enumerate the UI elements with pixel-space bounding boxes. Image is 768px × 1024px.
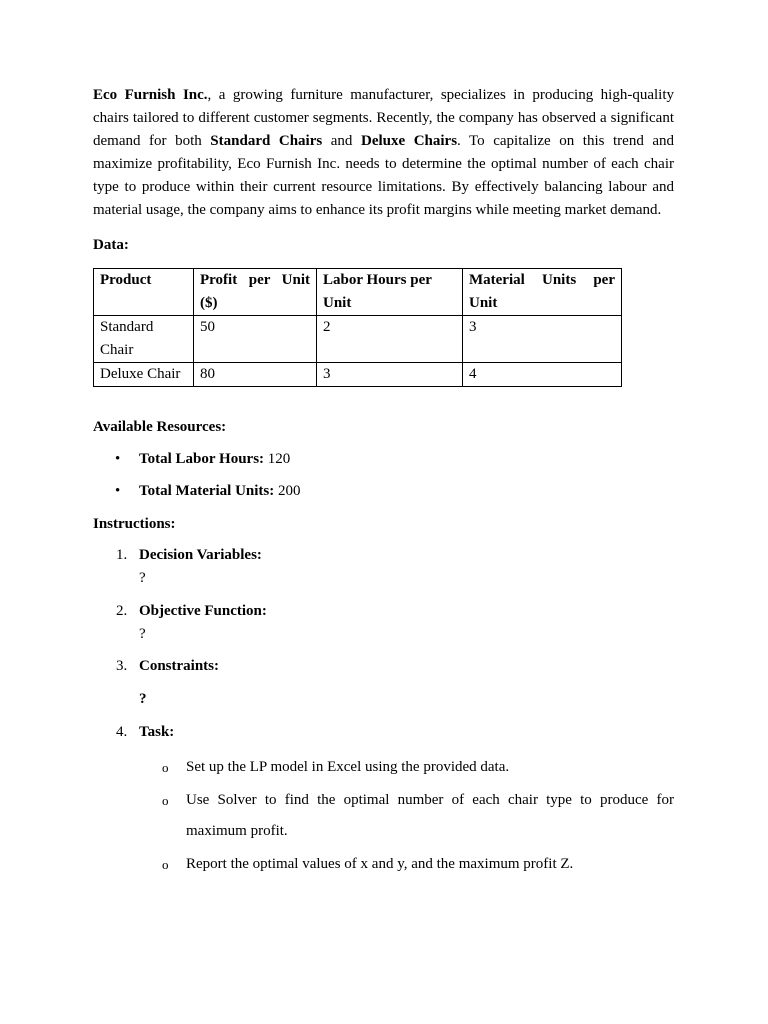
intro-paragraph [93,84,674,222]
step-answer: ? [139,570,146,586]
cell-material: 3 [463,316,622,363]
step-label: Decision Variables: [139,547,262,563]
table-header-row [94,269,622,316]
task-text: Set up the LP model in Excel using the provided data. [186,759,510,775]
intro-text-1: , a growing furniture manufacturer, specializes in producing high-quality chairs tailored to different customer segments. Recently, the company has observed a significant demand for both [93,87,674,149]
list-item [93,449,674,469]
resource-value: 200 [274,483,301,499]
cell-profit: 80 [194,363,317,387]
cell-material: 4 [463,363,622,387]
step-answer: ? [139,691,147,707]
resource-label: Total Material Units: [139,483,275,499]
step-number: 2. [116,603,128,619]
bullet-icon: • [115,451,121,467]
table-row [94,363,622,387]
task-list [93,752,674,880]
cell-labor: 3 [317,363,463,387]
company-name: Eco Furnish Inc. [93,87,208,103]
resources-heading: Available Resources: [93,419,227,435]
step-label: Task: [139,724,175,740]
header-profit [194,269,317,316]
list-item [93,721,674,744]
step-number: 1. [116,547,128,563]
header-product: Product [94,269,194,316]
task-text: Report the optimal values of x and y, and the maximum profit Z. [186,856,574,872]
bullet-icon: • [115,483,121,499]
instructions-list [93,544,674,744]
header-material [463,269,622,316]
product-table [93,268,622,387]
header-profit-text: Profit per Unit ($) [200,272,310,311]
intro-text-3: . To capitalize on this trend and maximize profitability, Eco Furnish Inc. needs to determine the optimal number of each chair type to produce within their current resource limitations. By effectively balancing labour and material usage, the company aims to enhance its profit margins while meeting market demand. [93,133,675,218]
instructions-heading: Instructions: [93,516,176,532]
list-item [93,849,674,880]
list-item [93,481,674,501]
data-heading: Data: [93,237,129,253]
step-label: Objective Function: [139,603,267,619]
step-number: 3. [116,658,128,674]
list-item [93,655,674,711]
circle-bullet-icon: o [162,793,169,808]
circle-bullet-icon: o [162,760,169,775]
resource-value: 120 [264,451,291,467]
intro-text-2: and [322,133,361,149]
cell-product: Standard Chair [94,316,194,363]
table-row [94,316,622,363]
deluxe-chairs-term: Deluxe Chairs [360,133,458,149]
step-label: Constraints: [139,658,220,674]
cell-labor: 2 [317,316,463,363]
list-item [93,785,674,847]
task-text: Use Solver to find the optimal number of each chair type to produce for maximum profit. [186,792,674,839]
list-item [93,752,674,783]
header-labor: Labor Hours per Unit [317,269,463,316]
header-material-text: Material Units per Unit [469,272,615,311]
step-number: 4. [116,724,128,740]
circle-bullet-icon: o [162,857,169,872]
cell-profit: 50 [194,316,317,363]
standard-chairs-term: Standard Chairs [210,133,323,149]
step-answer: ? [139,626,146,642]
resource-label: Total Labor Hours: [139,451,265,467]
list-item [93,544,674,590]
cell-product: Deluxe Chair [94,363,194,387]
document-page [93,84,674,880]
resources-list [93,449,674,501]
list-item [93,600,674,646]
